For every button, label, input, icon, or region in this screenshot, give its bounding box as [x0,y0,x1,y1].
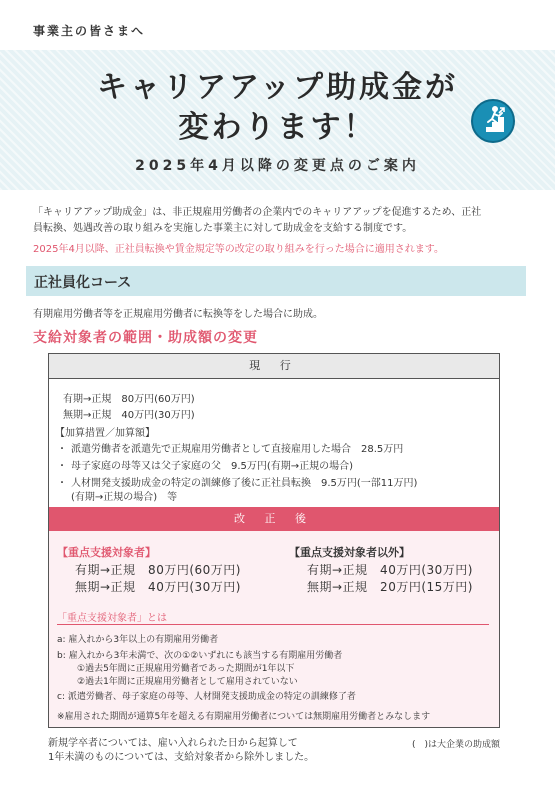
current-row-2: 無期→正規 40万円(30万円) [63,410,195,421]
revised-heading: 改 正 後 [49,507,499,531]
intro-line2: 員転換、処遇改善の取り組みを実施した事業主に対して助成金を支給する制度です。 [33,223,413,234]
non-priority-label: 【重点支援対象者以外】 [289,546,410,559]
course-description: 有期雇用労働者等を正規雇用労働者に転換等をした場合に助成。 [33,309,323,320]
priority-label: 【重点支援対象者】 [57,546,156,559]
person-climbing-stairs-icon [470,98,516,144]
bullet-dot: ・ [57,478,67,489]
definition-b1: ①過去5年間に正規雇用労働者であった期間が1年以下 [77,664,295,674]
comparison-box [48,353,500,728]
definition-title: 「重点支援対象者」とは [57,613,167,624]
addition-item-3: 人材開発支援助成金の特定の訓練修了後に正社員転換 9.5万円(一部11万円) [71,478,418,489]
priority-row-2: 無期→正規 40万円(30万円) [75,580,241,594]
addition-item-1: 派遣労働者を派遣先で正規雇用労働者として直接雇用した場合 28.5万円 [71,444,404,455]
footer-legend: ( )は大企業の助成額 [412,740,501,750]
bullet-dot: ・ [57,461,67,472]
intro-red-note: 2025年4月以降、正社員転換や賃金規定等の改定の取り組みを行った場合に適用されます。 [33,244,445,255]
priority-row-1: 有期→正規 80万円(60万円) [75,563,241,577]
definition-rule [57,624,489,625]
course-bar [26,266,526,296]
definition-a: a: 雇入れから3年以上の有期雇用労働者 [57,635,219,645]
non-priority-row-1: 有期→正規 40万円(30万円) [307,563,473,577]
definition-note: ※雇用された期間が通算5年を超える有期雇用労働者については無期雇用労働者とみなします [57,712,431,722]
current-row-1: 有期→正規 80万円(60万円) [63,394,195,405]
footer-line2: 1年未満のものについては、支給対象者から除外しました。 [48,752,315,763]
intro-line1: 「キャリアアップ助成金」は、非正規雇用労働者の企業内でのキャリアアップを促進するため、正社 [33,207,482,218]
definition-b2: ②過去1年間に正規雇用労働者として雇用されていない [77,677,298,687]
bullet-dot: ・ [57,444,67,455]
page-title-line1: キャリアアップ助成金が [97,70,458,105]
page-title-line2: 変わります！ [178,110,377,145]
footer-note [48,737,314,765]
non-priority-row-2: 無期→正規 20万円(15万円) [307,580,473,594]
top-label: 事業主の皆さまへ [33,24,146,38]
definition-b: b: 雇入れから3年未満で、次の①②いずれにも該当する有期雇用労働者 [57,651,343,661]
addition-label: 【加算措置／加算額】 [55,428,155,439]
current-heading: 現 行 [49,354,499,379]
intro-text [33,205,523,237]
page-subtitle: 2025年4月以降の変更点のご案内 [135,158,420,174]
footer-line1: 新規学卒者については、雇い入れられた日から起算して [48,738,298,749]
addition-item-2: 母子家庭の母等又は父子家庭の父 9.5万円(有期→正規の場合) [71,461,354,472]
definition-c: c: 派遣労働者、母子家庭の母等、人材開発支援助成金の特定の訓練修了者 [57,692,356,702]
addition-item-3-cont: (有期→正規の場合) 等 [71,492,178,503]
course-title: 正社員化コース [34,275,132,291]
section-title: 支給対象者の範囲・助成額の変更 [33,330,258,346]
